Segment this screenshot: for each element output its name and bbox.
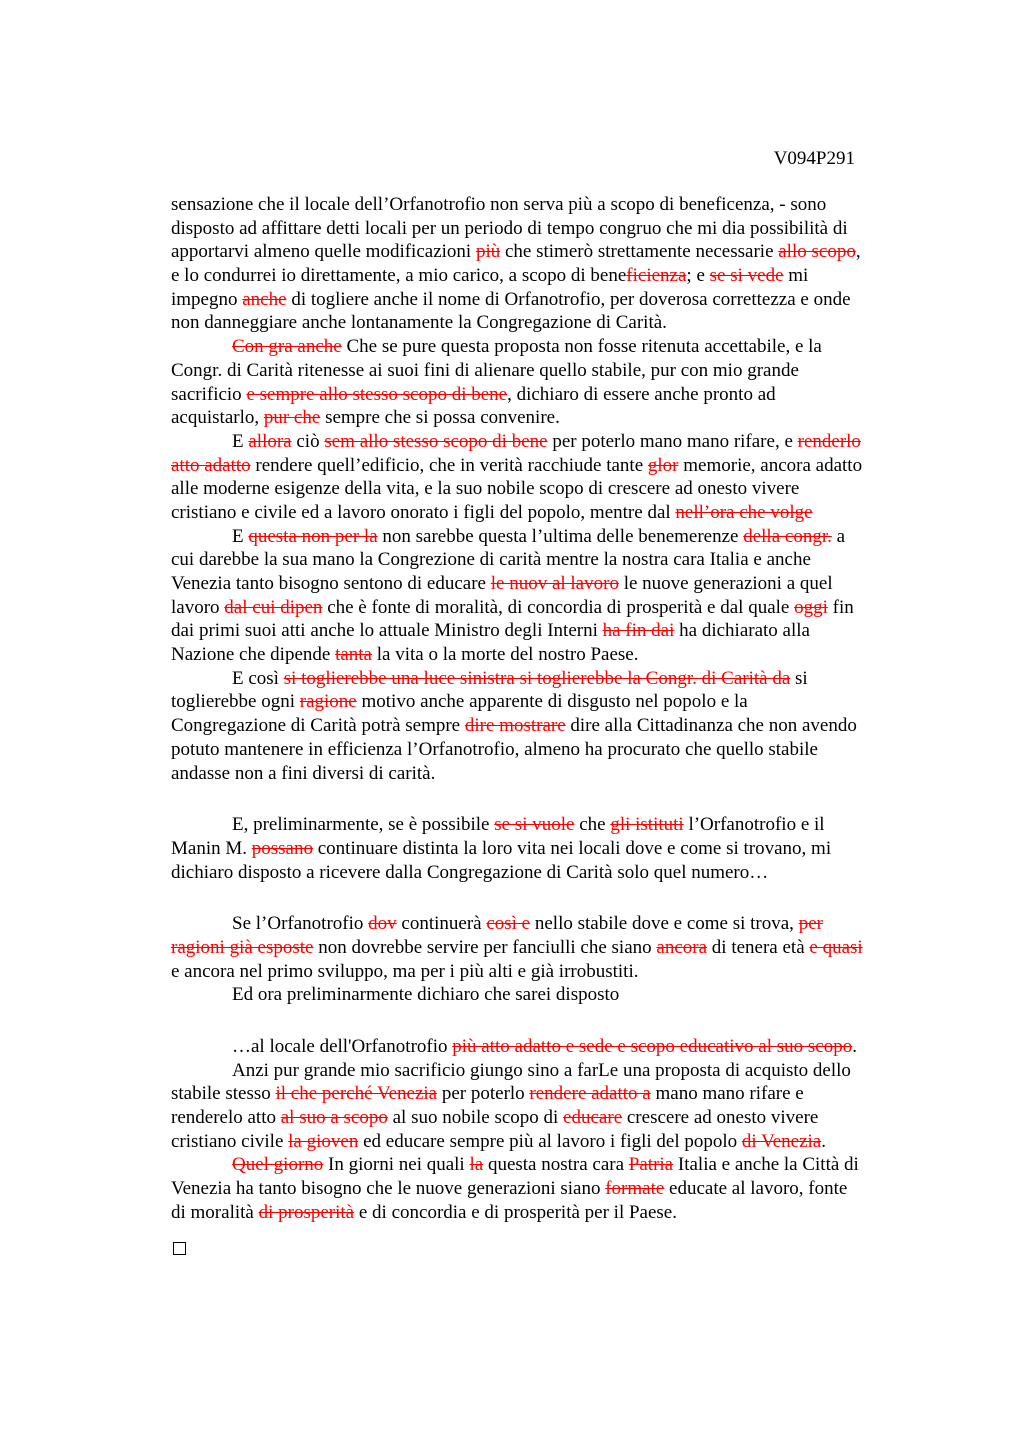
text-run: …al locale dell'Orfanotrofio (232, 1036, 453, 1057)
text-run: e di concordia e di prosperità per il Paese. (354, 1201, 677, 1223)
struck-text: più atto adatto e sede e scopo educativo al suo scopo (452, 1036, 853, 1057)
text-run: continuerà (396, 913, 487, 935)
text-run: continuare distinta la loro vita nei locali dove e come si trovano, mi (312, 837, 832, 859)
text-run: e lo condurrei io direttamente, a mio carico, a scopo di bene (171, 265, 627, 287)
text-line (171, 335, 923, 359)
text-run: memorie, ancora adatto (678, 454, 863, 476)
text-run: fin (827, 596, 854, 618)
struck-text: pur che (263, 407, 321, 429)
text-run: la vita o la morte del nostro Paese. (372, 644, 639, 666)
text-run: E (232, 525, 249, 547)
text-line (171, 1059, 923, 1083)
text-run: a (831, 525, 846, 547)
struck-text: al suo a scopo (280, 1107, 388, 1129)
struck-text: più (475, 241, 501, 263)
text-run: che (574, 814, 611, 836)
text-run: non danneggiare anche lontanamente la Congregazione di Carità. (171, 312, 667, 334)
struck-text: allo scopo (778, 241, 856, 263)
text-run: disposto ad affittare detti locali per un periodo di tempo congruo che mi dia possibilità di (171, 217, 848, 239)
text-run: cristiano civile (171, 1130, 289, 1152)
text-run: motivo anche apparente di disgusto nel popolo e la (356, 691, 748, 713)
text-run: Italia e anche la Città di (673, 1154, 859, 1176)
text-run: . (852, 1036, 857, 1057)
struck-text: e quasi (809, 936, 863, 958)
struck-text: ha fin dai (602, 620, 675, 642)
text-line (171, 217, 923, 241)
text-line (171, 1153, 923, 1177)
text-run: dai primi suoi atti anche lo attuale Ministro degli Interni (171, 620, 603, 642)
struck-text: le nuov al lavoro (490, 573, 619, 594)
text-line (171, 596, 923, 620)
text-line (171, 960, 923, 984)
text-run: Venezia tanto bisogno sentono di educare (171, 573, 491, 594)
struck-text: ancora (656, 936, 708, 958)
text-line (171, 1177, 923, 1201)
struck-text: di Venezia (741, 1130, 822, 1152)
text-run: , (855, 241, 861, 263)
text-run: ciò (291, 430, 325, 452)
text-run: e ancora nel primo sviluppo, ma per i più alti e già irrobustiti. (171, 960, 639, 982)
text-run: rendere quell’edificio, che in verità racchiude tante (250, 454, 648, 476)
text-line (171, 861, 923, 885)
struck-text: gli istituti (610, 814, 684, 836)
text-line (171, 738, 923, 762)
struck-text: ragione (299, 691, 357, 713)
struck-text: il che perché Venezia (275, 1083, 438, 1105)
text-line (171, 785, 923, 813)
text-run: sensazione che il locale dell’Orfanotrofio non serva più a scopo di beneficenza, - sono (171, 194, 827, 215)
struck-text: glor (647, 454, 679, 476)
text-run: apportarvi almeno quelle modificazioni (171, 241, 476, 263)
text-run: Manin M. (171, 837, 252, 859)
text-run: E (232, 430, 249, 452)
text-line (171, 714, 923, 738)
text-run: che stimerò strettamente necessarie (500, 241, 779, 263)
text-run: Se l’Orfanotrofio (232, 913, 369, 935)
struck-text: Patria (628, 1154, 674, 1176)
text-run: Anzi pur grande mio sacrificio giungo sino a farLe una proposta di acquisto dello (232, 1059, 851, 1081)
text-run: di tenera età (707, 936, 810, 958)
struck-text: e sempre allo stesso scopo di bene (246, 383, 508, 405)
struck-text: se si vuole (494, 814, 575, 836)
text-line (171, 813, 923, 837)
struck-text: dire mostrare (464, 715, 566, 737)
struck-text: possano (251, 837, 313, 859)
text-line (171, 430, 923, 454)
struck-text: dov (368, 913, 397, 935)
text-run: acquistarlo, (171, 407, 264, 429)
struck-text: della congr. (743, 525, 832, 547)
text-run: . (821, 1130, 826, 1152)
text-run: andasse non a fini diversi di carità. (171, 762, 436, 784)
text-run: che è fonte di moralità, di concordia di prosperità e dal quale (322, 596, 795, 618)
struck-text: allora (248, 430, 292, 452)
struck-text: Con gra anche (232, 336, 342, 358)
text-run: dire alla Cittadinanza che non avendo (565, 715, 857, 737)
struck-text: per (798, 913, 823, 935)
struck-text: renderlo (797, 430, 861, 452)
text-line (171, 837, 923, 861)
text-run: l’Orfanotrofio e il (683, 814, 825, 836)
text-run: questa nostra cara (483, 1154, 629, 1176)
text-line (171, 240, 923, 264)
text-run: stabile stesso (171, 1083, 276, 1105)
text-run: crescere ad onesto vivere (622, 1107, 819, 1129)
document-body (171, 193, 923, 1225)
struck-text: si toglierebbe una luce sinistra si toglierebbe la Congr. di Carità da (283, 667, 791, 689)
struck-text: la gioven (288, 1130, 359, 1152)
text-run: mano mano rifare e (650, 1083, 804, 1105)
text-line (171, 454, 923, 478)
text-run: Congr. di Carità ritenesse ai suoi fini di alienare quello stabile, pur con mio grande (171, 359, 799, 381)
text-run: mi (783, 265, 809, 287)
struck-text: così e (486, 913, 531, 935)
text-run: Ed ora preliminarmente dichiaro che sarei disposto (232, 984, 620, 1006)
text-run: cristiano e civile ed a lavoro onorato i figli del popolo, mentre dal (171, 501, 676, 523)
text-line (171, 359, 923, 383)
text-run: dichiaro disposto a ricevere dalla Congregazione di Carità solo quel numero… (171, 861, 769, 883)
struck-text: tanta (335, 644, 372, 666)
text-run: lavoro (171, 596, 225, 618)
text-line (171, 884, 923, 912)
struck-text: ragioni già esposte (171, 936, 314, 958)
struck-text: atto adatto (171, 454, 251, 476)
struck-text: dal cui dipen (224, 596, 323, 618)
page-reference: V094P291 (773, 148, 855, 169)
checkbox-square (173, 1242, 186, 1255)
text-line (171, 548, 923, 572)
text-line (171, 383, 923, 407)
text-line (171, 311, 923, 335)
text-run: toglierebbe ogni (171, 691, 300, 713)
struck-text: di prosperità (258, 1201, 355, 1223)
text-run: ha dichiarato alla (674, 620, 810, 642)
text-run: impegno (171, 288, 243, 310)
text-line (171, 1106, 923, 1130)
text-run: per poterlo (437, 1083, 530, 1105)
text-run: sempre che si possa convenire. (320, 407, 560, 429)
struck-text: la (469, 1154, 484, 1176)
text-line (171, 1130, 923, 1154)
text-run: non sarebbe questa l’ultima delle benemerenze (377, 525, 744, 547)
struck-text: rendere adatto a (529, 1083, 651, 1105)
text-line (171, 667, 923, 691)
struck-text: Quel giorno (232, 1154, 324, 1176)
text-run: si (790, 667, 808, 689)
text-run: per poterlo mano mano rifare, e (547, 430, 798, 452)
text-run: , dichiaro di essere anche pronto ad (507, 383, 776, 405)
text-run: di moralità (171, 1201, 259, 1223)
text-line (171, 193, 923, 217)
text-run: Venezia ha tanto bisogno che le nuove generazioni siano (171, 1178, 606, 1200)
text-line (171, 1082, 923, 1106)
text-line (171, 288, 923, 312)
text-run: al suo nobile scopo di (387, 1107, 564, 1129)
text-line (171, 643, 923, 667)
text-run: potuto mantenere in efficienza l’Orfanotrofio, almeno ha procurato che quello stabile (171, 738, 818, 760)
text-line (171, 264, 923, 288)
text-run: Che se pure questa proposta non fosse ritenuta accettabile, e la (341, 336, 822, 358)
text-line (171, 572, 923, 596)
struck-text: questa non per la (248, 525, 378, 547)
text-line (171, 477, 923, 501)
text-line (171, 1007, 923, 1035)
text-run: nello stabile dove e come si trova, (530, 913, 799, 935)
text-run: le nuove generazioni a quel (618, 573, 833, 594)
struck-text: oggi (794, 596, 828, 618)
text-run: E, preliminarmente, se è possibile (232, 814, 495, 836)
struck-text: sem allo stesso scopo di bene (324, 430, 548, 452)
text-line (171, 1035, 923, 1059)
text-run: cui darebbe la sua mano la Congrezione di carità mentre la nostra cara Italia e anche (171, 549, 811, 571)
text-run: In giorni nei quali (323, 1154, 470, 1176)
text-run: non dovrebbe servire per fanciulli che siano (313, 936, 657, 958)
text-line (171, 762, 923, 786)
text-line (171, 936, 923, 960)
text-run: ed educare sempre più al lavoro i figli del popolo (358, 1130, 742, 1152)
text-line (171, 690, 923, 714)
text-line (171, 983, 923, 1007)
text-line (171, 525, 923, 549)
text-run: di togliere anche il nome di Orfanotrofio, per doverosa correttezza e onde (286, 288, 851, 310)
text-line (171, 619, 923, 643)
struck-text: ficienza (626, 265, 687, 287)
text-line (171, 501, 923, 525)
text-line (171, 1201, 923, 1225)
text-run: Congregazione di Carità potrà sempre (171, 715, 465, 737)
text-run: educate al lavoro, fonte (664, 1178, 848, 1200)
text-run: ; e (686, 265, 710, 287)
text-run: Nazione che dipende (171, 644, 336, 666)
struck-text: educare (563, 1107, 623, 1129)
text-run: E così (232, 667, 284, 689)
struck-text: anche (242, 288, 287, 310)
text-run: renderelo atto (171, 1107, 281, 1129)
struck-text: formate (605, 1178, 665, 1200)
struck-text: nell’ora che volge (675, 501, 813, 523)
struck-text: se si vede (709, 265, 784, 287)
text-run: alle moderne esigenze della vita, e la suo nobile scopo di crescere ad onesto vivere (171, 478, 800, 500)
text-line (171, 406, 923, 430)
text-run: sacrificio (171, 383, 247, 405)
text-line (171, 912, 923, 936)
